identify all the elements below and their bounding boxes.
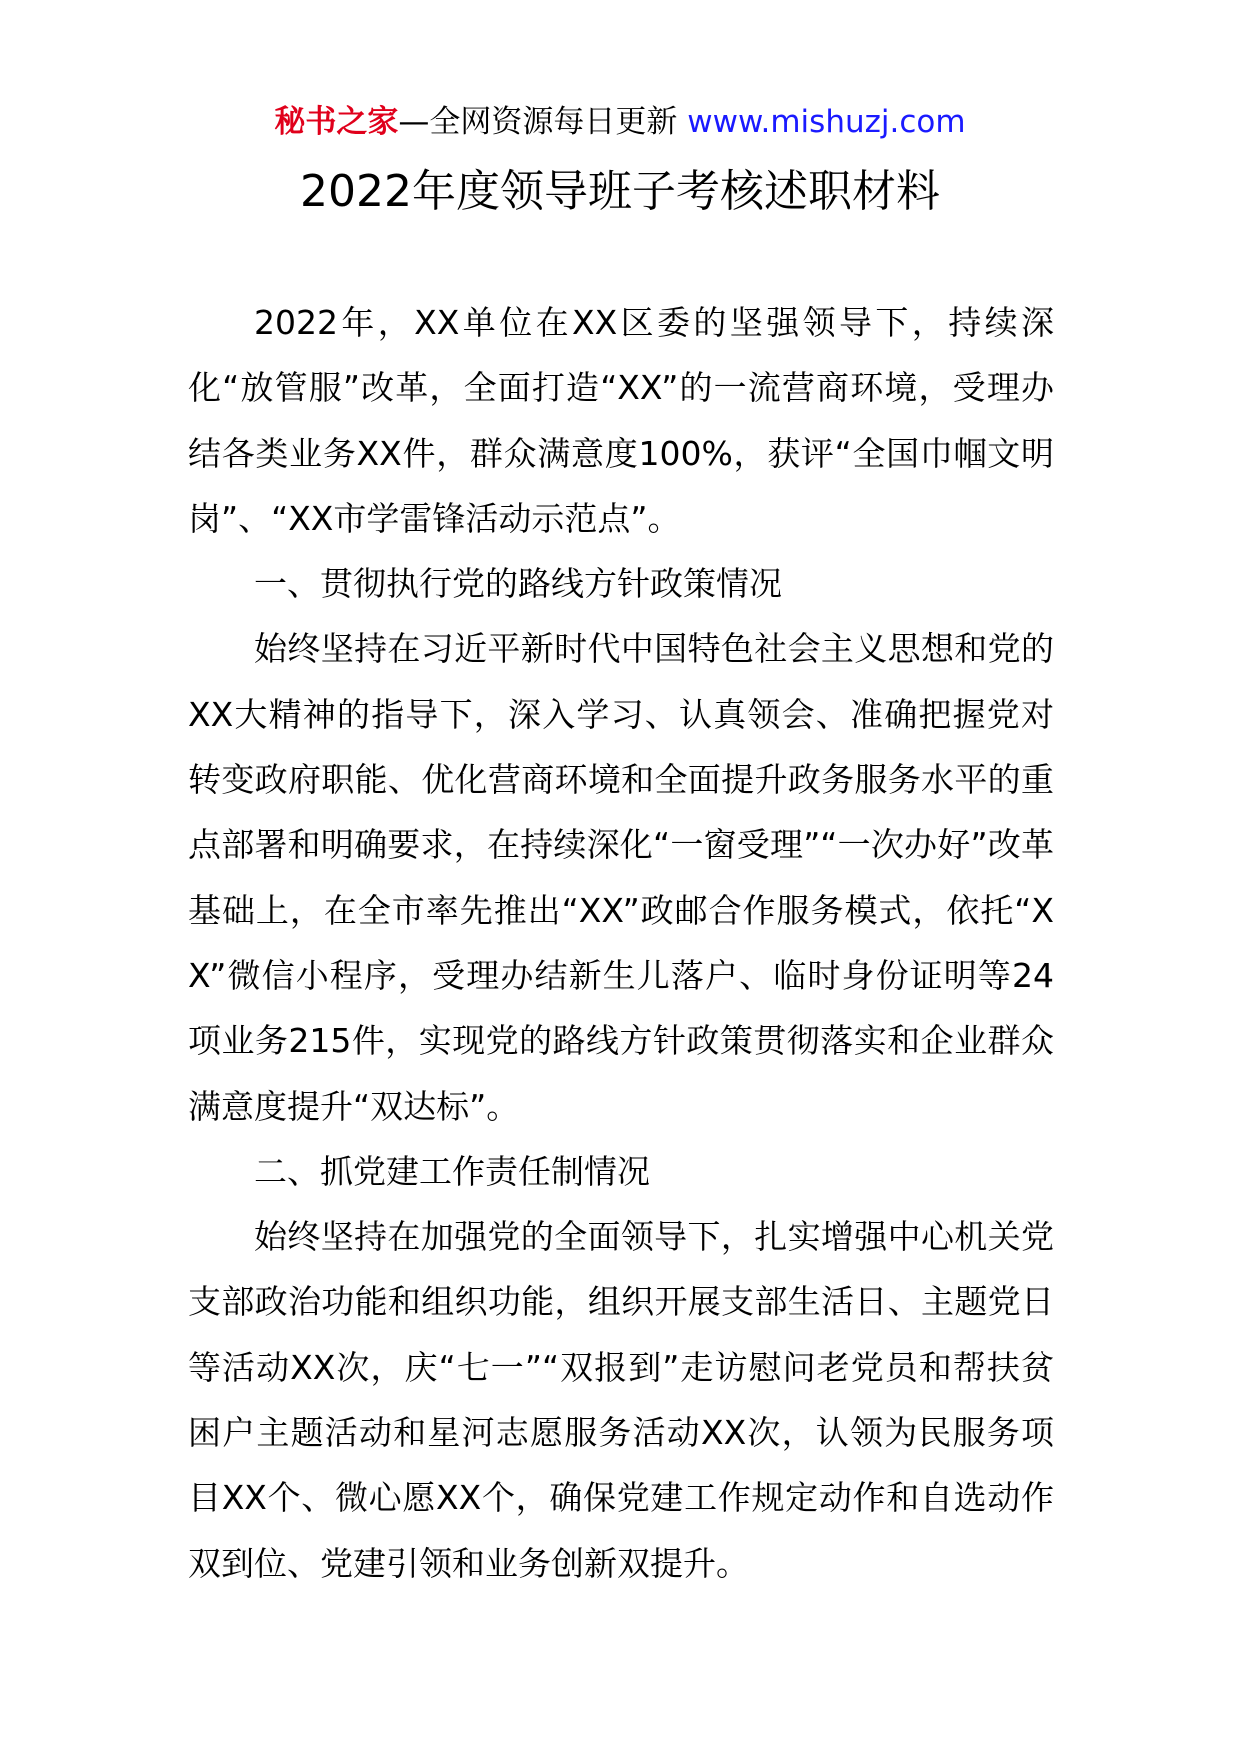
brand-tagline: —全网资源每日更新 bbox=[398, 104, 678, 140]
document-body bbox=[188, 290, 1054, 1596]
site-url-link[interactable]: www.mishuzj.com bbox=[687, 104, 966, 140]
section-paragraph: 始终坚持在加强党的全面领导下，扎实增强中心机关党支部政治功能和组织功能，组织开展支部生活日、主题党日等活动XX次，庆“七一”“双报到”走访慰问老党员和帮扶贫困户主题活动和星河志愿服务活动XX次，认领为民服务项目XX个、微心愿XX个，确保党建工作规定动作和自选动作双到位、党建引领和业务创新双提升。 bbox=[188, 1217, 1054, 1583]
site-watermark-header bbox=[0, 100, 1240, 144]
document-title: 2022年度领导班子考核述职材料 bbox=[300, 166, 940, 217]
section-heading: 一、贯彻执行党的路线方针政策情况 bbox=[254, 564, 782, 604]
section-paragraph: 始终坚持在习近平新时代中国特色社会主义思想和党的XX大精神的指导下，深入学习、认真领会、准确把握党对转变政府职能、优化营商环境和全面提升政务服务水平的重点部署和明确要求，在持续深化“一窗受理”“一次办好”改革基础上，在全市率先推出“XX”政邮合作服务模式，依托“XX”微信小程序，受理办结新生儿落户、临时身份证明等24项业务215件，实现党的路线方针政策贯彻落实和企业群众满意度提升“双达标”。 bbox=[188, 629, 1054, 1126]
section-heading: 二、抓党建工作责任制情况 bbox=[254, 1151, 650, 1191]
intro-paragraph: 2022年，XX单位在XX区委的坚强领导下，持续深化“放管服”改革，全面打造“XX”的一流营商环境，受理办结各类业务XX件，群众满意度100%，获评“全国巾帼文明岗”、“XX市学雷锋活动示范点”。 bbox=[188, 303, 1054, 538]
brand-name: 秘书之家 bbox=[274, 104, 399, 140]
